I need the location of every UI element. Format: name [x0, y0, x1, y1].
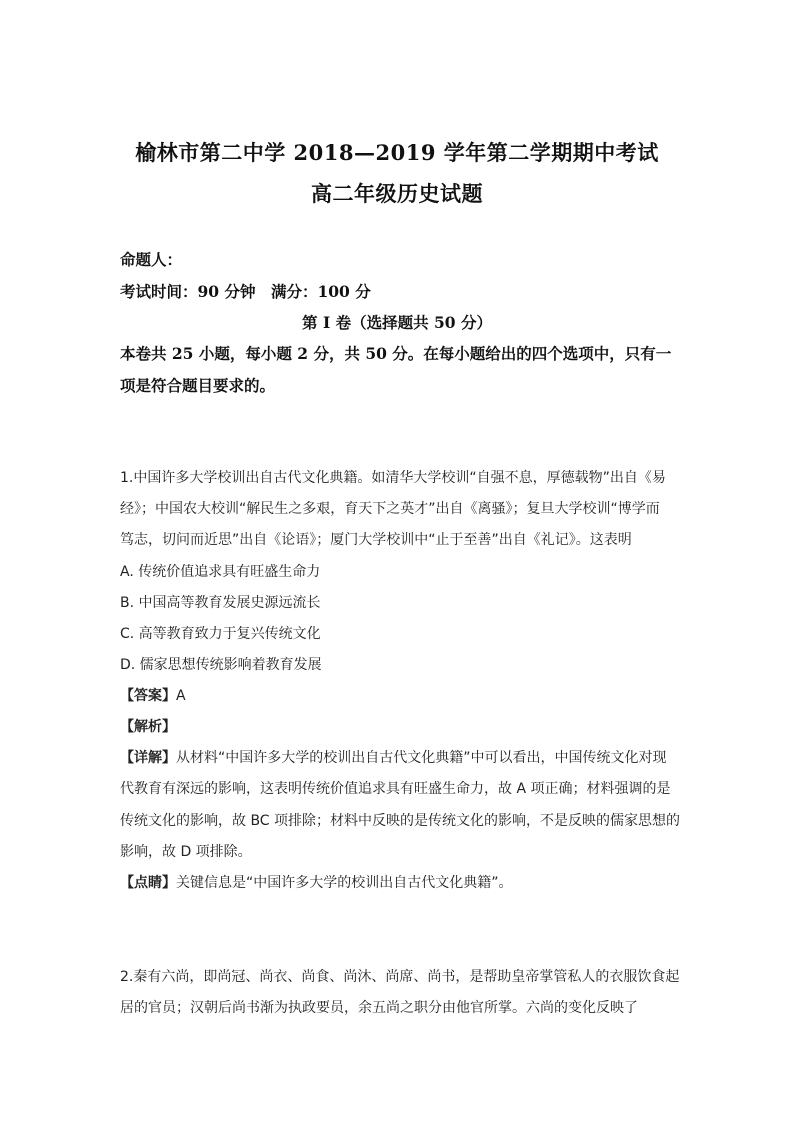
section-title: 第 I 卷（选择题共 50 分）: [302, 313, 492, 332]
q1-detail-line-3: 传统文化的影响，故 BC 项排除；材料中反映的是传统文化的影响，不是反映的儒家思想的: [120, 813, 681, 829]
answer-tag: 【答案】: [120, 688, 176, 704]
instruction-line-1: 本卷共 25 小题，每小题 2 分，共 50 分。在每小题给出的四个选项中，只有一: [120, 344, 672, 363]
q1-detail-line-2: 代教育有深远的影响，这表明传统价值追求具有旺盛生命力，故 A 项正确；材料强调的是: [120, 781, 671, 797]
exam-time-score: 考试时间：90 分钟 满分：100 分: [120, 282, 371, 301]
exam-title: 榆林市第二中学 2018—2019 学年第二学期期中考试: [135, 140, 659, 165]
detail-tag: 【详解】: [120, 750, 176, 766]
q2-stem-line-1: 2.秦有六尚，即尚冠、尚衣、尚食、尚沐、尚席、尚书，是帮助皇帝掌管私人的衣服饮食起: [120, 969, 680, 985]
point-tag: 【点睛】: [120, 875, 176, 891]
q1-stem-line-1: 1.中国许多大学校训出自古代文化典籍。如清华大学校训“自强不息，厚德载物”出自《易: [120, 470, 666, 486]
author-label: 命题人：: [120, 250, 183, 269]
q1-detail-line-1: [120, 747, 667, 767]
q1-answer: [120, 685, 186, 705]
q1-option-a: A. 传统价值追求具有旺盛生命力: [120, 564, 321, 580]
q2-stem-line-2: 居的官员；汉朝后尚书渐为执政要员，余五尚之职分由他官所掌。六尚的变化反映了: [120, 1000, 638, 1016]
instruction-line-2: 项是符合题目要求的。: [120, 376, 276, 395]
detail-text: 从材料“中国许多大学的校训出自古代文化典籍”中可以看出，中国传统文化对现: [176, 750, 667, 766]
q1-option-d: D. 儒家思想传统影响着教育发展: [120, 657, 322, 673]
exam-subtitle: 高二年级历史试题: [311, 181, 483, 206]
q1-detail-line-4: 影响，故 D 项排除。: [120, 844, 252, 860]
point-text: 关键信息是“中国许多大学的校训出自古代文化典籍”。: [176, 875, 513, 891]
q1-stem-line-2: 经》；中国农大校训“解民生之多艰，育天下之英才”出自《离骚》；复旦大学校训“博学而: [120, 501, 660, 517]
q1-stem-line-3: 笃志，切问而近思”出自《论语》；厦门大学校训中“止于至善”出自《礼记》。这表明: [120, 532, 632, 548]
q1-option-c: C. 高等教育致力于复兴传统文化: [120, 626, 321, 642]
q1-point: [120, 872, 513, 892]
q1-analysis-tag: 【解析】: [120, 719, 176, 735]
answer-value: A: [176, 688, 186, 704]
q1-option-b: B. 中国高等教育发展史源远流长: [120, 595, 321, 611]
